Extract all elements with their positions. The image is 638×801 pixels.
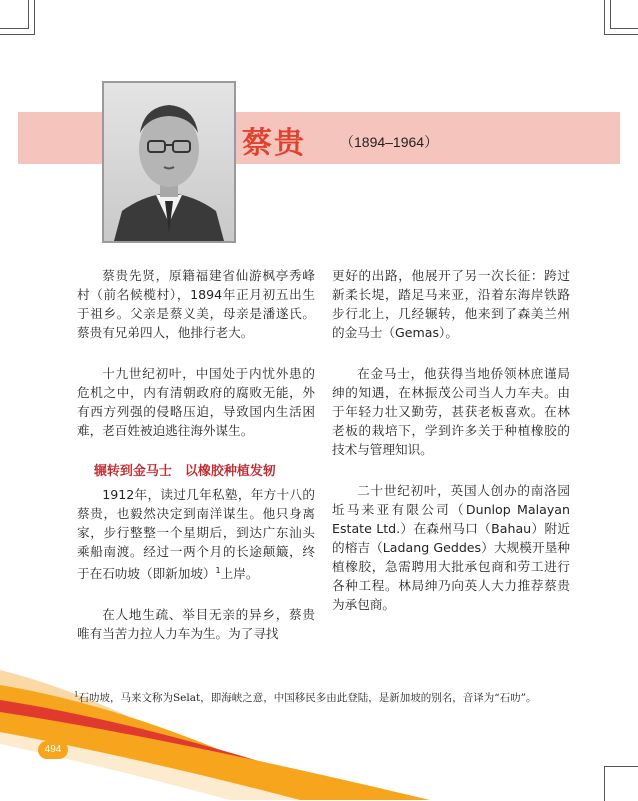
paragraph — [77, 485, 315, 583]
paragraph: 二十世纪初叶，英国人创办的南洛园坵马来亚有限公司（Dunlop Malayan Estate Ltd.）在森州马口（Bahau）附近的榕吉（Ladang Geddes）大规模开垦种植橡胶，急需聘用大批承包商和劳工进行各种工程。林局绅乃向英人大力推荐蔡贵为承包商。 — [332, 483, 570, 612]
right-column — [332, 266, 570, 636]
paragraph: 十九世纪初叶，中国处于内忧外患的危机之中，内有清朝政府的腐败无能，外有西方列强的侵略压迫，导致国内生活困难，老百姓被迫逃往海外谋生。 — [77, 366, 315, 438]
paragraph-text: 1912年，读过几年私塾，年方十八的蔡贵，也毅然决定到南洋谋生。他只身离家，步行整整一个星期后，到达广东汕头乘船南渡。经过一两个月的长途颠簸，终于在石叻坡（即新加坡） — [77, 487, 315, 582]
paragraph: 在金马士，他获得当地侨领林庶谨局绅的知遇，在林振茂公司当人力车夫。由于年轻力壮又勤劳，甚获老板喜欢。在林老板的栽培下，学到许多关于种植橡胶的技术与管理知识。 — [332, 366, 570, 457]
left-column — [77, 266, 315, 665]
footnote-text: 石叻坡，马来文称为Selat，即海峡之意，中国移民多由此登陆，是新加坡的别名，音译为“石叻”。 — [78, 692, 537, 704]
crop-mark-top-left-inner — [0, 0, 29, 29]
paragraph: 更好的出路，他展开了另一次长征：跨过新柔长堤，踏足马来亚，沿着东海岸铁路步行北上，几经辗转，他来到了森美兰州的金马士（Gemas）。 — [332, 268, 570, 340]
biography-title: 蔡贵 — [242, 126, 306, 161]
paragraph-text-tail: 上岸。 — [220, 566, 259, 582]
portrait-illustration — [104, 83, 234, 241]
section-subheading: 辗转到金马士 以橡胶种植发轫 — [93, 464, 276, 479]
footnote-mark: 1 — [74, 690, 79, 699]
crop-mark-top-right-inner — [610, 0, 638, 29]
page-number: 494 — [38, 741, 68, 759]
life-years: （1894–1964） — [340, 134, 439, 150]
decorative-swoosh — [0, 640, 638, 800]
footnote-reference: 1 — [215, 566, 221, 575]
footnote — [74, 690, 536, 705]
portrait-photo — [102, 81, 236, 243]
paragraph: 在人地生疏、举目无亲的异乡，蔡贵唯有当苦力拉人力车为生。为了寻找 — [77, 607, 315, 642]
paragraph: 蔡贵先贤，原籍福建省仙游枫亭秀峰村（前名候榄村），1894年正月初五出生于祖乡。父亲是蔡义美，母亲是潘遂氏。蔡贵有兄弟四人，他排行老大。 — [77, 268, 315, 340]
